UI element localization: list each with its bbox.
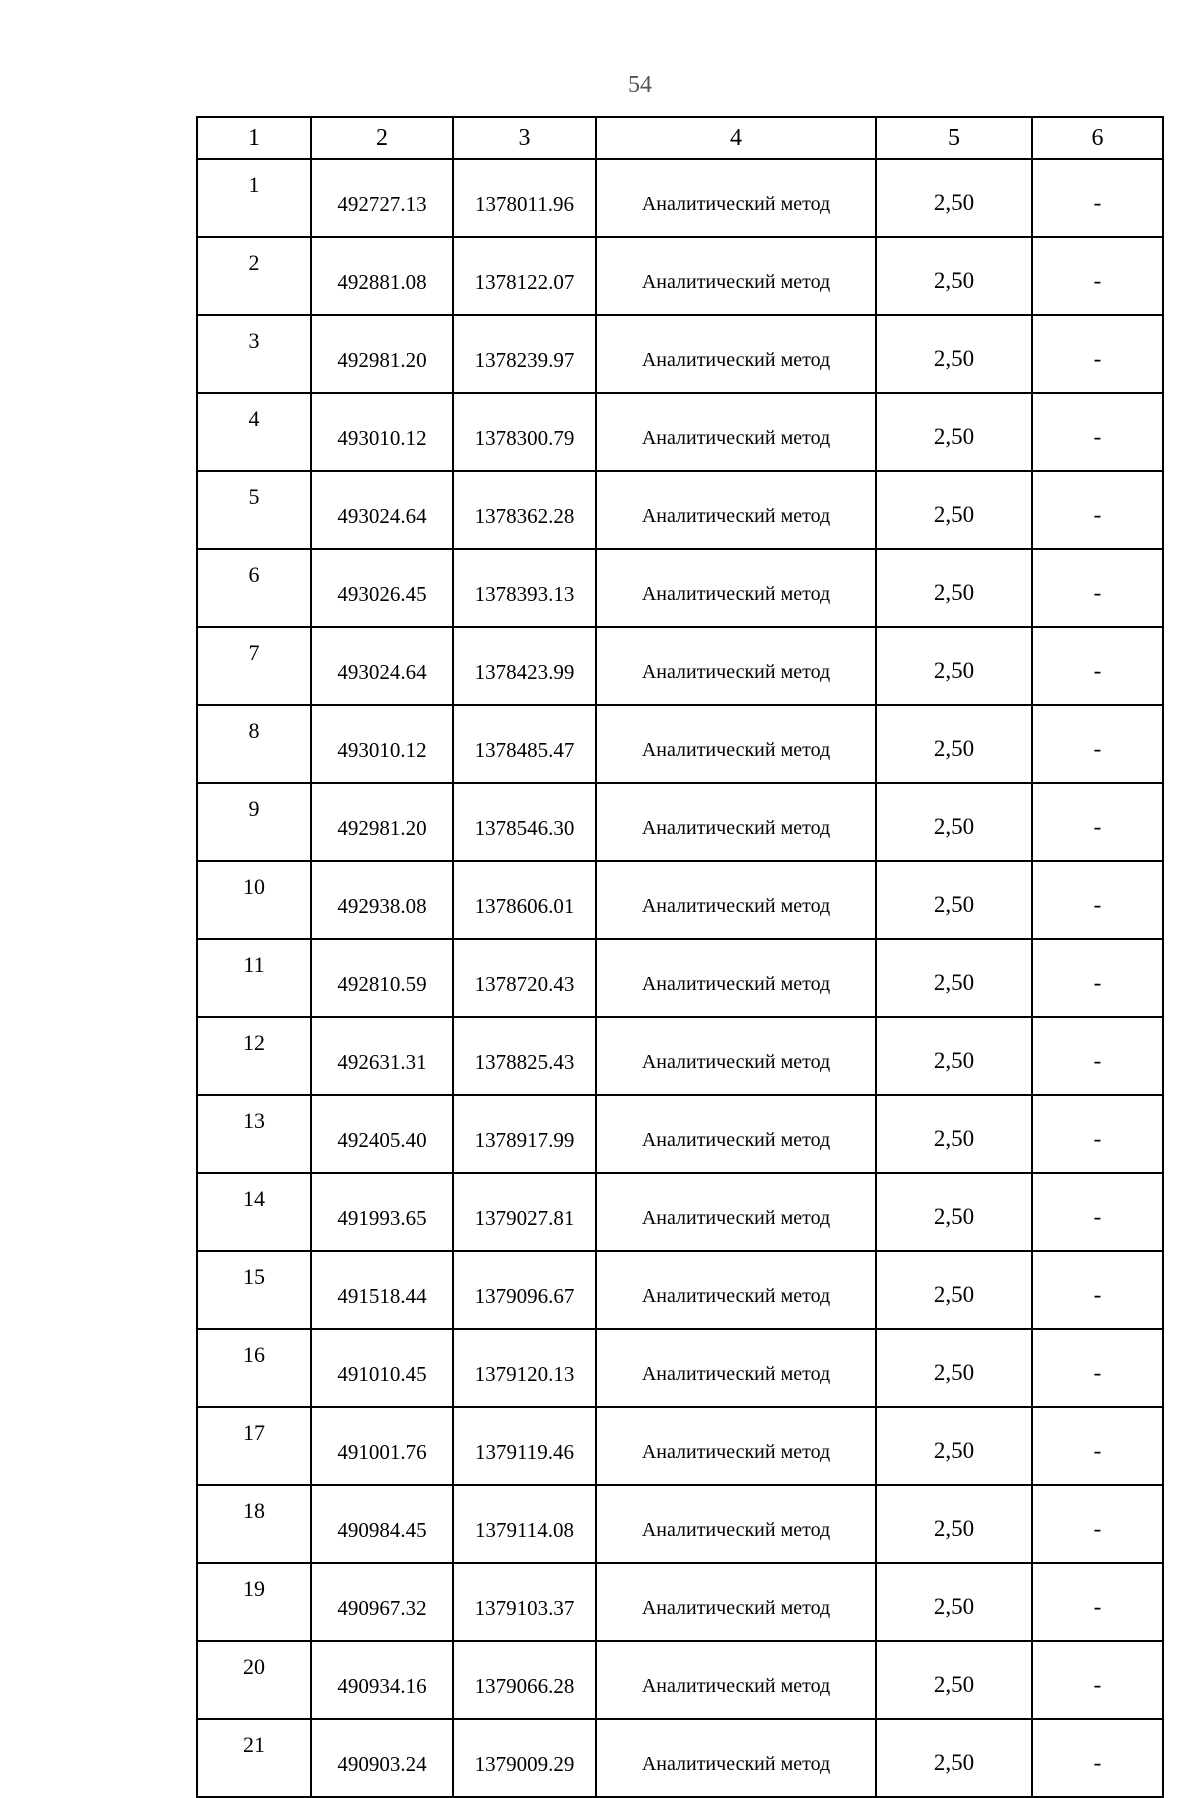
table-row xyxy=(197,471,1163,549)
x-coordinate-cell: 492981.20 xyxy=(311,783,453,861)
point-number-cell: 15 xyxy=(197,1251,311,1329)
point-number-cell: 5 xyxy=(197,471,311,549)
table-row xyxy=(197,1719,1163,1797)
accuracy-cell: 2,50 xyxy=(876,939,1032,1017)
x-coordinate-cell: 492727.13 xyxy=(311,159,453,237)
y-coordinate-cell: 1379114.08 xyxy=(453,1485,596,1563)
table-row xyxy=(197,159,1163,237)
method-cell: Аналитический метод xyxy=(596,627,876,705)
x-coordinate-cell: 491010.45 xyxy=(311,1329,453,1407)
accuracy-cell: 2,50 xyxy=(876,159,1032,237)
table-row xyxy=(197,1251,1163,1329)
accuracy-cell: 2,50 xyxy=(876,315,1032,393)
method-cell: Аналитический метод xyxy=(596,549,876,627)
method-cell: Аналитический метод xyxy=(596,1485,876,1563)
table-row xyxy=(197,939,1163,1017)
y-coordinate-cell: 1378546.30 xyxy=(453,783,596,861)
x-coordinate-cell: 490903.24 xyxy=(311,1719,453,1797)
note-cell: - xyxy=(1032,783,1163,861)
x-coordinate-cell: 490984.45 xyxy=(311,1485,453,1563)
accuracy-cell: 2,50 xyxy=(876,705,1032,783)
method-cell: Аналитический метод xyxy=(596,1719,876,1797)
method-cell: Аналитический метод xyxy=(596,1329,876,1407)
note-cell: - xyxy=(1032,1719,1163,1797)
method-cell: Аналитический метод xyxy=(596,471,876,549)
accuracy-cell: 2,50 xyxy=(876,549,1032,627)
y-coordinate-cell: 1378362.28 xyxy=(453,471,596,549)
point-number-cell: 9 xyxy=(197,783,311,861)
point-number-cell: 8 xyxy=(197,705,311,783)
method-cell: Аналитический метод xyxy=(596,237,876,315)
x-coordinate-cell: 493010.12 xyxy=(311,705,453,783)
table-row xyxy=(197,549,1163,627)
point-number-cell: 16 xyxy=(197,1329,311,1407)
table-row xyxy=(197,237,1163,315)
y-coordinate-cell: 1379119.46 xyxy=(453,1407,596,1485)
table-row xyxy=(197,783,1163,861)
x-coordinate-cell: 491001.76 xyxy=(311,1407,453,1485)
x-coordinate-cell: 492881.08 xyxy=(311,237,453,315)
header-row xyxy=(197,117,1163,159)
x-coordinate-cell: 493024.64 xyxy=(311,627,453,705)
point-number-cell: 3 xyxy=(197,315,311,393)
method-cell: Аналитический метод xyxy=(596,1407,876,1485)
method-cell: Аналитический метод xyxy=(596,1641,876,1719)
accuracy-cell: 2,50 xyxy=(876,237,1032,315)
table-row xyxy=(197,1017,1163,1095)
note-cell: - xyxy=(1032,471,1163,549)
x-coordinate-cell: 492981.20 xyxy=(311,315,453,393)
y-coordinate-cell: 1379027.81 xyxy=(453,1173,596,1251)
header-col-3: 3 xyxy=(453,117,596,159)
accuracy-cell: 2,50 xyxy=(876,1173,1032,1251)
note-cell: - xyxy=(1032,1017,1163,1095)
x-coordinate-cell: 492405.40 xyxy=(311,1095,453,1173)
note-cell: - xyxy=(1032,861,1163,939)
note-cell: - xyxy=(1032,237,1163,315)
method-cell: Аналитический метод xyxy=(596,315,876,393)
accuracy-cell: 2,50 xyxy=(876,1329,1032,1407)
point-number-cell: 11 xyxy=(197,939,311,1017)
x-coordinate-cell: 492810.59 xyxy=(311,939,453,1017)
accuracy-cell: 2,50 xyxy=(876,861,1032,939)
method-cell: Аналитический метод xyxy=(596,861,876,939)
method-cell: Аналитический метод xyxy=(596,1173,876,1251)
point-number-cell: 18 xyxy=(197,1485,311,1563)
table-row xyxy=(197,861,1163,939)
table-row xyxy=(197,1485,1163,1563)
table-header xyxy=(197,117,1163,159)
note-cell: - xyxy=(1032,1485,1163,1563)
y-coordinate-cell: 1378825.43 xyxy=(453,1017,596,1095)
y-coordinate-cell: 1378239.97 xyxy=(453,315,596,393)
note-cell: - xyxy=(1032,1251,1163,1329)
point-number-cell: 14 xyxy=(197,1173,311,1251)
note-cell: - xyxy=(1032,627,1163,705)
note-cell: - xyxy=(1032,1095,1163,1173)
x-coordinate-cell: 493026.45 xyxy=(311,549,453,627)
point-number-cell: 17 xyxy=(197,1407,311,1485)
table-row xyxy=(197,1407,1163,1485)
header-col-6: 6 xyxy=(1032,117,1163,159)
y-coordinate-cell: 1379066.28 xyxy=(453,1641,596,1719)
y-coordinate-cell: 1378917.99 xyxy=(453,1095,596,1173)
table-body xyxy=(197,159,1163,1797)
header-col-5: 5 xyxy=(876,117,1032,159)
method-cell: Аналитический метод xyxy=(596,393,876,471)
y-coordinate-cell: 1378606.01 xyxy=(453,861,596,939)
point-number-cell: 4 xyxy=(197,393,311,471)
note-cell: - xyxy=(1032,939,1163,1017)
x-coordinate-cell: 493024.64 xyxy=(311,471,453,549)
x-coordinate-cell: 492938.08 xyxy=(311,861,453,939)
method-cell: Аналитический метод xyxy=(596,783,876,861)
header-col-1: 1 xyxy=(197,117,311,159)
table-row xyxy=(197,1641,1163,1719)
header-col-2: 2 xyxy=(311,117,453,159)
note-cell: - xyxy=(1032,1407,1163,1485)
point-number-cell: 1 xyxy=(197,159,311,237)
accuracy-cell: 2,50 xyxy=(876,1563,1032,1641)
y-coordinate-cell: 1378011.96 xyxy=(453,159,596,237)
accuracy-cell: 2,50 xyxy=(876,471,1032,549)
method-cell: Аналитический метод xyxy=(596,939,876,1017)
method-cell: Аналитический метод xyxy=(596,705,876,783)
y-coordinate-cell: 1378300.79 xyxy=(453,393,596,471)
point-number-cell: 7 xyxy=(197,627,311,705)
accuracy-cell: 2,50 xyxy=(876,1017,1032,1095)
x-coordinate-cell: 492631.31 xyxy=(311,1017,453,1095)
table-row xyxy=(197,1563,1163,1641)
y-coordinate-cell: 1378423.99 xyxy=(453,627,596,705)
accuracy-cell: 2,50 xyxy=(876,1251,1032,1329)
method-cell: Аналитический метод xyxy=(596,1251,876,1329)
accuracy-cell: 2,50 xyxy=(876,1719,1032,1797)
coordinates-table xyxy=(196,116,1164,1798)
accuracy-cell: 2,50 xyxy=(876,1407,1032,1485)
point-number-cell: 13 xyxy=(197,1095,311,1173)
point-number-cell: 21 xyxy=(197,1719,311,1797)
page-number: 54 xyxy=(628,72,652,98)
table-row xyxy=(197,1329,1163,1407)
x-coordinate-cell: 491518.44 xyxy=(311,1251,453,1329)
method-cell: Аналитический метод xyxy=(596,1095,876,1173)
y-coordinate-cell: 1379096.67 xyxy=(453,1251,596,1329)
note-cell: - xyxy=(1032,549,1163,627)
point-number-cell: 20 xyxy=(197,1641,311,1719)
y-coordinate-cell: 1378485.47 xyxy=(453,705,596,783)
accuracy-cell: 2,50 xyxy=(876,1485,1032,1563)
note-cell: - xyxy=(1032,393,1163,471)
table-row xyxy=(197,705,1163,783)
note-cell: - xyxy=(1032,705,1163,783)
note-cell: - xyxy=(1032,1329,1163,1407)
y-coordinate-cell: 1379103.37 xyxy=(453,1563,596,1641)
x-coordinate-cell: 490934.16 xyxy=(311,1641,453,1719)
method-cell: Аналитический метод xyxy=(596,159,876,237)
method-cell: Аналитический метод xyxy=(596,1017,876,1095)
accuracy-cell: 2,50 xyxy=(876,393,1032,471)
table-row xyxy=(197,1173,1163,1251)
x-coordinate-cell: 491993.65 xyxy=(311,1173,453,1251)
y-coordinate-cell: 1379009.29 xyxy=(453,1719,596,1797)
y-coordinate-cell: 1378122.07 xyxy=(453,237,596,315)
accuracy-cell: 2,50 xyxy=(876,627,1032,705)
table-row xyxy=(197,627,1163,705)
point-number-cell: 19 xyxy=(197,1563,311,1641)
accuracy-cell: 2,50 xyxy=(876,1095,1032,1173)
x-coordinate-cell: 493010.12 xyxy=(311,393,453,471)
x-coordinate-cell: 490967.32 xyxy=(311,1563,453,1641)
point-number-cell: 10 xyxy=(197,861,311,939)
y-coordinate-cell: 1379120.13 xyxy=(453,1329,596,1407)
note-cell: - xyxy=(1032,159,1163,237)
method-cell: Аналитический метод xyxy=(596,1563,876,1641)
point-number-cell: 6 xyxy=(197,549,311,627)
note-cell: - xyxy=(1032,315,1163,393)
accuracy-cell: 2,50 xyxy=(876,783,1032,861)
note-cell: - xyxy=(1032,1641,1163,1719)
table-row xyxy=(197,315,1163,393)
header-col-4: 4 xyxy=(596,117,876,159)
y-coordinate-cell: 1378720.43 xyxy=(453,939,596,1017)
table-row xyxy=(197,393,1163,471)
table-row xyxy=(197,1095,1163,1173)
point-number-cell: 12 xyxy=(197,1017,311,1095)
accuracy-cell: 2,50 xyxy=(876,1641,1032,1719)
note-cell: - xyxy=(1032,1173,1163,1251)
y-coordinate-cell: 1378393.13 xyxy=(453,549,596,627)
note-cell: - xyxy=(1032,1563,1163,1641)
point-number-cell: 2 xyxy=(197,237,311,315)
